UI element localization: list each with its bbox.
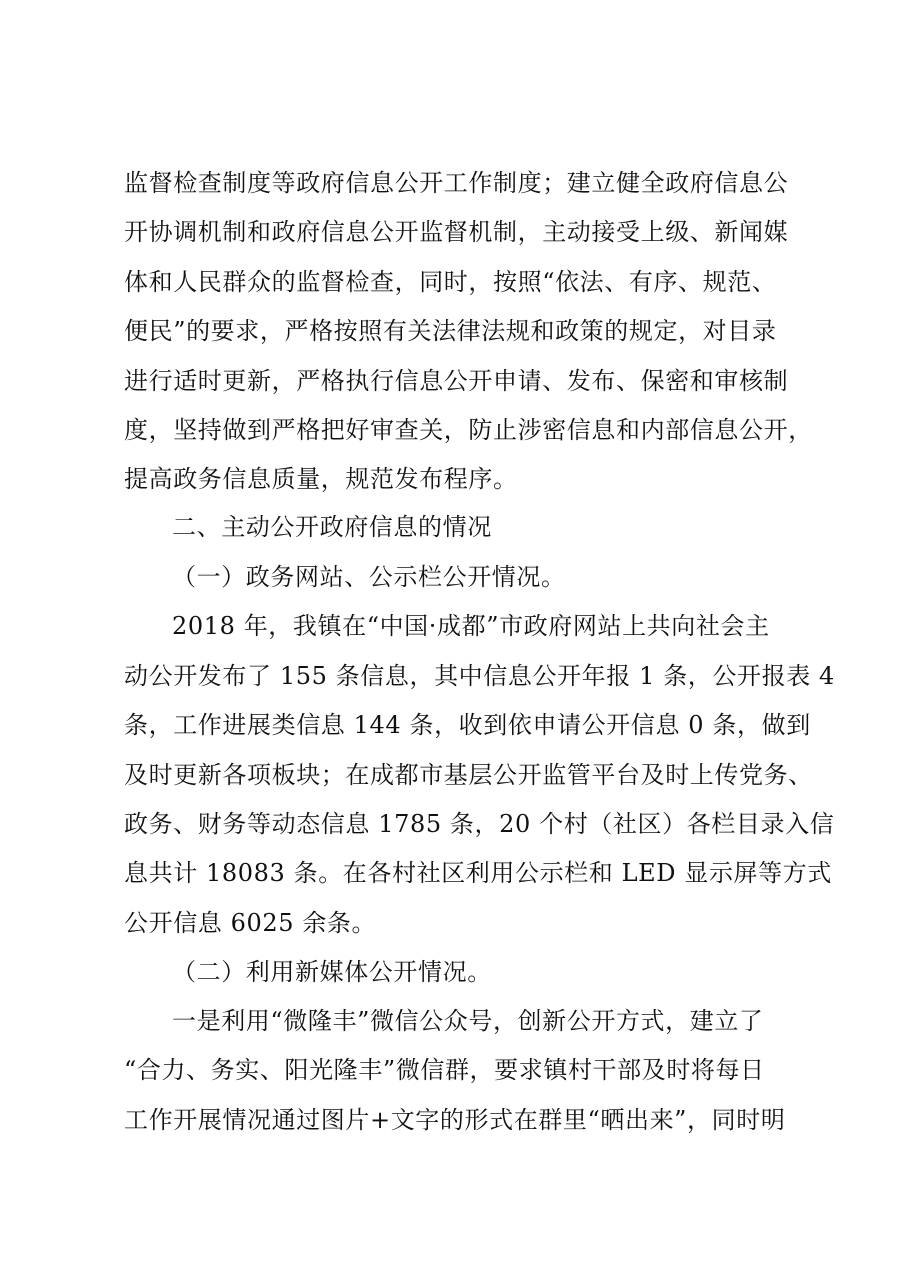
section-heading: 二、主动公开政府信息的情况 [172,513,492,541]
body-text-line: 监督检查制度等政府信息公开工作制度；建立健全政府信息公 [124,169,789,197]
body-text-line: 度，坚持做到严格把好审查关，防止涉密信息和内部信息公开， [124,416,813,444]
body-text-line: 提高政务信息质量，规范发布程序。 [124,465,518,493]
body-text-line: 息共计 18083 条。在各村社区利用公示栏和 LED 显示屏等方式 [124,859,832,887]
body-text-line: 及时更新各项板块；在成都市基层公开监管平台及时上传党务、 [124,761,813,789]
body-text-line: 体和人民群众的监督检查，同时，按照“依法、有序、规范、 [124,268,777,296]
body-text-line: 工作开展情况通过图片+文字的形式在群里“晒出来”，同时明 [124,1106,786,1134]
body-text-line: 条，工作进展类信息 144 条，收到依申请公开信息 0 条，做到 [124,711,811,739]
body-text-line: 2018 年，我镇在“中国·成都”市政府网站上共向社会主 [172,612,770,640]
body-text-line: 便民”的要求，严格按照有关法律法规和政策的规定，对目录 [124,317,777,345]
body-text-line: 政务、财务等动态信息 1785 条，20 个村（社区）各栏目录入信 [124,810,835,838]
body-text-line: 一是利用“微隆丰”微信公众号，创新公开方式，建立了 [172,1007,764,1035]
subsection-heading: （二）利用新媒体公开情况。 [172,958,492,986]
body-text-line: 动公开发布了 155 条信息，其中信息公开年报 1 条，公开报表 4 [124,662,835,690]
body-text-line: 公开信息 6025 余条。 [124,909,377,937]
body-text-line: “合力、务实、阳光隆丰”微信群，要求镇村干部及时将每日 [124,1056,765,1084]
body-text-line: 进行适时更新，严格执行信息公开申请、发布、保密和审核制 [124,367,789,395]
subsection-heading: （一）政务网站、公示栏公开情况。 [172,563,566,591]
body-text-line: 开协调机制和政府信息公开监督机制，主动接受上级、新闻媒 [124,218,789,246]
